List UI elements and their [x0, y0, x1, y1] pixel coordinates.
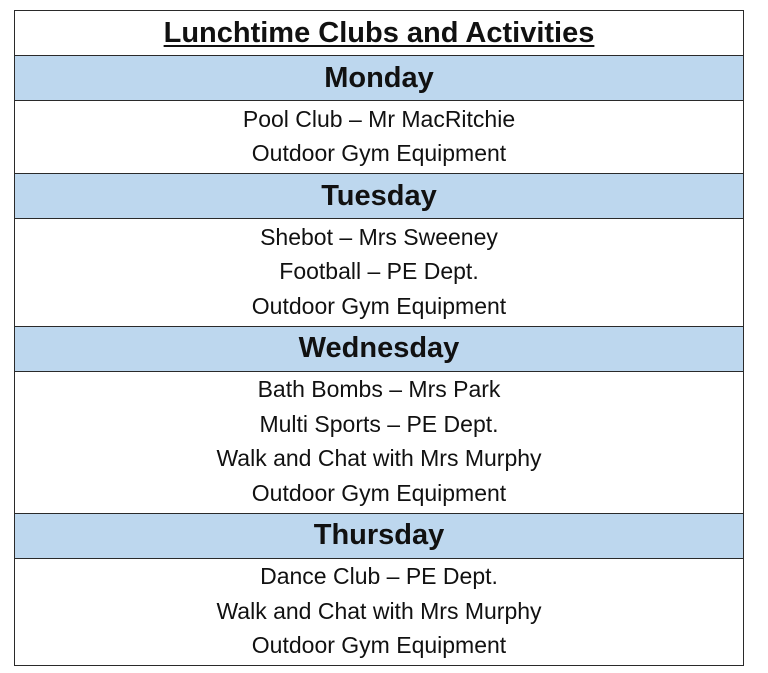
- title-row: [15, 11, 743, 56]
- day-label: Tuesday: [321, 179, 437, 212]
- activity-list-wednesday: [15, 372, 743, 514]
- day-header-thursday: [15, 514, 743, 559]
- activity-item: Football – PE Dept.: [279, 258, 479, 285]
- day-header-monday: [15, 56, 743, 101]
- activity-list-tuesday: [15, 219, 743, 327]
- activity-item: Multi Sports – PE Dept.: [259, 410, 499, 437]
- activity-item: Outdoor Gym Equipment: [251, 479, 507, 506]
- activity-item: Outdoor Gym Equipment: [251, 140, 507, 167]
- activity-item: Outdoor Gym Equipment: [251, 632, 507, 659]
- day-label: Thursday: [313, 519, 445, 551]
- activity-list-thursday: [15, 559, 743, 666]
- page-title: Lunchtime Clubs and Activities: [163, 16, 595, 49]
- day-header-wednesday: [15, 327, 743, 372]
- activity-item: Bath Bombs – Mrs Park: [257, 376, 501, 403]
- activity-item: Dance Club – PE Dept.: [260, 563, 498, 590]
- activity-item: Walk and Chat with Mrs Murphy: [216, 597, 542, 624]
- day-header-tuesday: [15, 174, 743, 219]
- activity-item: Pool Club – Mr MacRitchie: [242, 105, 516, 132]
- activity-item: Walk and Chat with Mrs Murphy: [216, 445, 542, 472]
- activity-item: Shebot – Mrs Sweeney: [260, 223, 498, 250]
- schedule-table: [14, 10, 744, 666]
- day-label: Monday: [324, 61, 434, 94]
- activity-item: Outdoor Gym Equipment: [251, 292, 507, 319]
- day-label: Wednesday: [298, 332, 460, 364]
- activity-list-monday: [15, 101, 743, 174]
